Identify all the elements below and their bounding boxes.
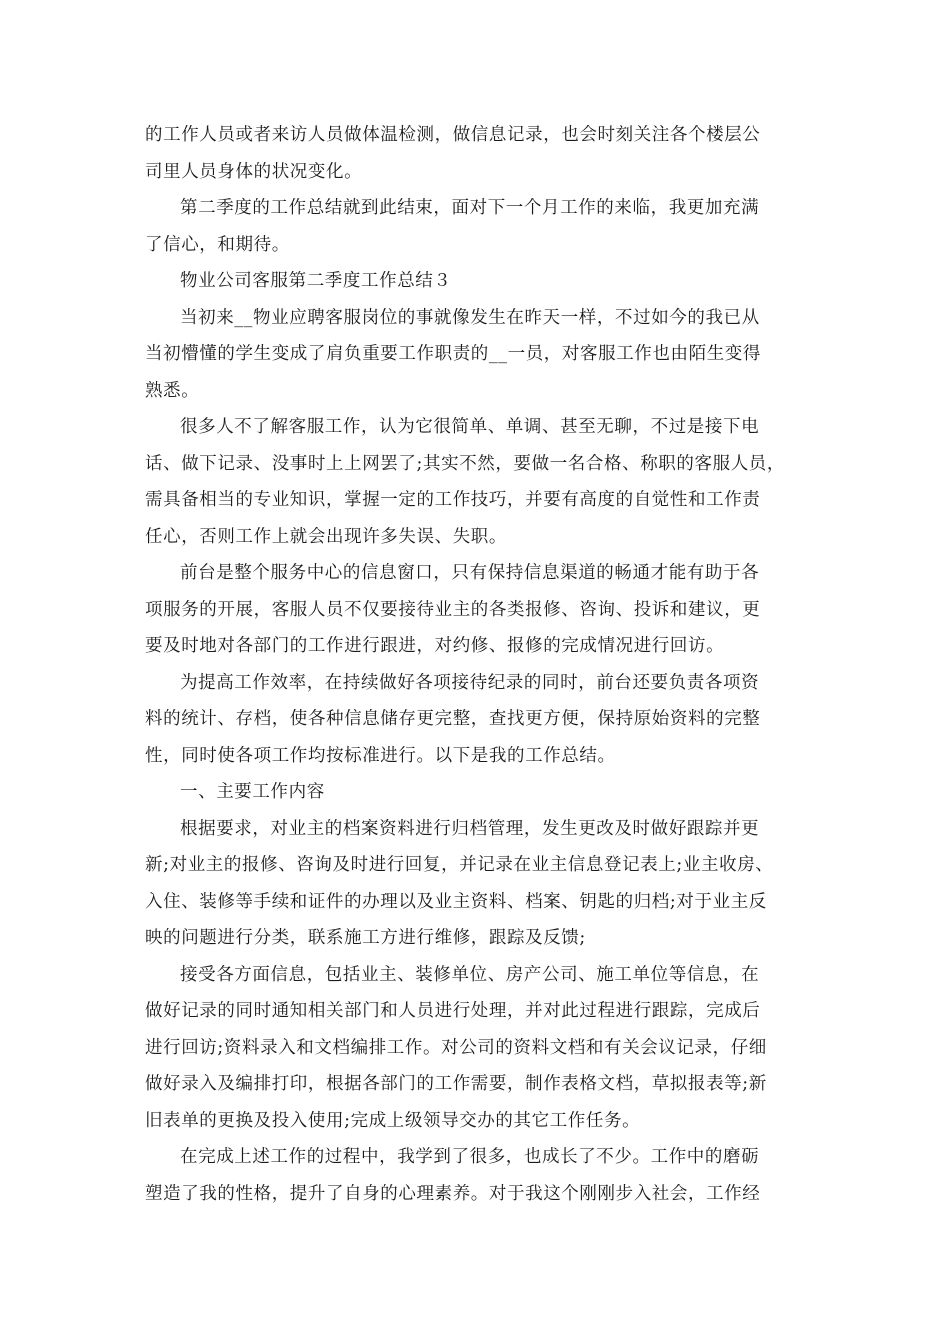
text-line: 物业公司客服第二季度工作总结３ — [180, 271, 452, 291]
text-line: 话、做下记录、没事时上上网罢了;其实不然，要做一名合格、称职的客服人员， — [145, 453, 785, 474]
text-line: 当初懵懂的学生变成了肩负重要工作职责的__一员，对客服工作也由陌生变得 — [145, 344, 761, 364]
text-line: 很多人不了解客服工作，认为它很简单、单调、甚至无聊，不过是接下电 — [180, 417, 760, 437]
text-line: 司里人员身体的状况变化。 — [145, 161, 363, 182]
text-line: 进行回访;资料录入和文档编排工作。对公司的资料文档和有关会议记录，仔细 — [145, 1037, 767, 1058]
text-line: 料的统计、存档，使各种信息储存更完整，查找更方便，保持原始资料的完整 — [145, 709, 761, 729]
body-text — [145, 117, 805, 1212]
text-line: 第二季度的工作总结就到此结束，面对下一个月工作的来临，我更加充满 — [180, 198, 760, 218]
text-line: 根据要求，对业主的档案资料进行归档管理，发生更改及时做好跟踪并更 — [180, 818, 760, 839]
text-line: 了信心，和期待。 — [145, 234, 290, 255]
text-line: 塑造了我的性格，提升了自身的心理素养。对于我这个刚刚步入社会，工作经 — [145, 1183, 761, 1204]
text-line: 旧表单的更换及投入使用;完成上级领导交办的其它工作任务。 — [145, 1110, 641, 1131]
text-line: 做好记录的同时通知相关部门和人员进行处理，并对此过程进行跟踪，完成后 — [145, 1001, 761, 1021]
text-line: 任心，否则工作上就会出现许多失误、失职。 — [145, 526, 507, 547]
text-line: 新;对业主的报修、咨询及时进行回复，并记录在业主信息登记表上;业主收房、 — [145, 855, 774, 875]
text-line: 在完成上述工作的过程中，我学到了很多，也成长了不少。工作中的磨砺 — [180, 1147, 760, 1167]
text-line: 当初来__物业应聘客服岗位的事就像发生在昨天一样，不过如今的我已从 — [180, 307, 760, 328]
text-line: 的工作人员或者来访人员做体温检测，做信息记录，也会时刻关注各个楼层公 — [145, 125, 761, 145]
text-line: 熟悉。 — [145, 380, 200, 401]
text-line: 接受各方面信息，包括业主、装修单位、房产公司、施工单位等信息，在 — [180, 964, 760, 985]
text-line: 性，同时使各项工作均按标准进行。以下是我的工作总结。 — [145, 745, 616, 766]
text-line: 项服务的开展，客服人员不仅要接待业主的各类报修、咨询、投诉和建议，更 — [145, 599, 761, 620]
text-line: 映的问题进行分类，联系施工方进行维修，跟踪及反馈; — [145, 928, 586, 948]
text-line: 入住、装修等手续和证件的办理以及业主资料、档案、钥匙的归档;对于业主反 — [145, 891, 767, 912]
text-line: 需具备相当的专业知识，掌握一定的工作技巧，并要有高度的自觉性和工作责 — [145, 490, 761, 510]
text-line: 做好录入及编排打印，根据各部门的工作需要，制作表格文档，草拟报表等;新 — [145, 1074, 767, 1094]
text-line: 一、主要工作内容 — [180, 782, 325, 802]
text-line: 要及时地对各部门的工作进行跟进，对约修、报修的完成情况进行回访。 — [145, 636, 725, 656]
text-line: 为提高工作效率，在持续做好各项接待纪录的同时，前台还要负责各项资 — [180, 672, 760, 693]
text-line: 前台是整个服务中心的信息窗口，只有保持信息渠道的畅通才能有助于各 — [180, 563, 760, 583]
